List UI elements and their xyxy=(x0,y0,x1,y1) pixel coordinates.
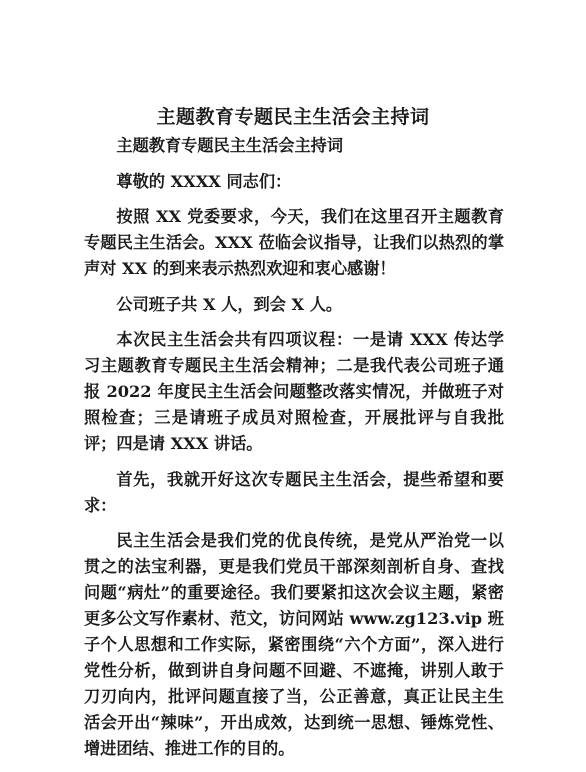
paragraph-salutation: 尊敬的 XXXX 同志们： xyxy=(116,171,292,191)
document-body xyxy=(84,133,504,772)
document-title: 主题教育专题民主生活会主持词 xyxy=(156,106,430,128)
paragraph-attendance: 公司班子共 X 人，到会 X 人。 xyxy=(116,294,343,314)
paragraph-subtitle: 主题教育专题民主生活会主持词 xyxy=(116,136,344,155)
paragraph-opening: 按照 XX 党委要求，今天，我们在这里召开主题教育专题民主生活会。XXX 莅临会议指导，让我们以热烈的掌声对 XX 的到来表示热烈欢迎和衷心感谢！ xyxy=(84,207,504,278)
paragraph-requirements-intro: 首先，我就开好这次专题民主生活会，提些希望和要求： xyxy=(84,469,504,515)
paragraph-agenda: 本次民主生活会共有四项议程：一是请 XXX 传达学习主题教育专题民主生活会精神；二是我代表公司班子通报 2022 年度民主生活会问题整改落实情况，并做班子对照检查；三是请班子成员对照检查，开展批评与自我批评；四是请 XXX 讲话。 xyxy=(84,330,504,453)
paragraph-requirements: 民主生活会是我们党的优良传统，是党从严治党一以贯之的法宝利器，更是我们党员干部深刻剖析自身、查找问题“病灶”的重要途径。我们要紧扣这次会议主题，紧密更多公文写作素材、范文，访问网站 www.zg123.vip 班子个人思想和工作实际，紧密围绕“六个方面”，深入进行党性分析，做到讲自身问题不回避、不遮掩，讲别人敢于刀刃向内，批评问题直接了当，公正善意，真正让民主生活会开出“辣味”，开出成效，达到统一思想、锤炼党性、增进团结、推进工作的目的。 xyxy=(84,531,504,758)
